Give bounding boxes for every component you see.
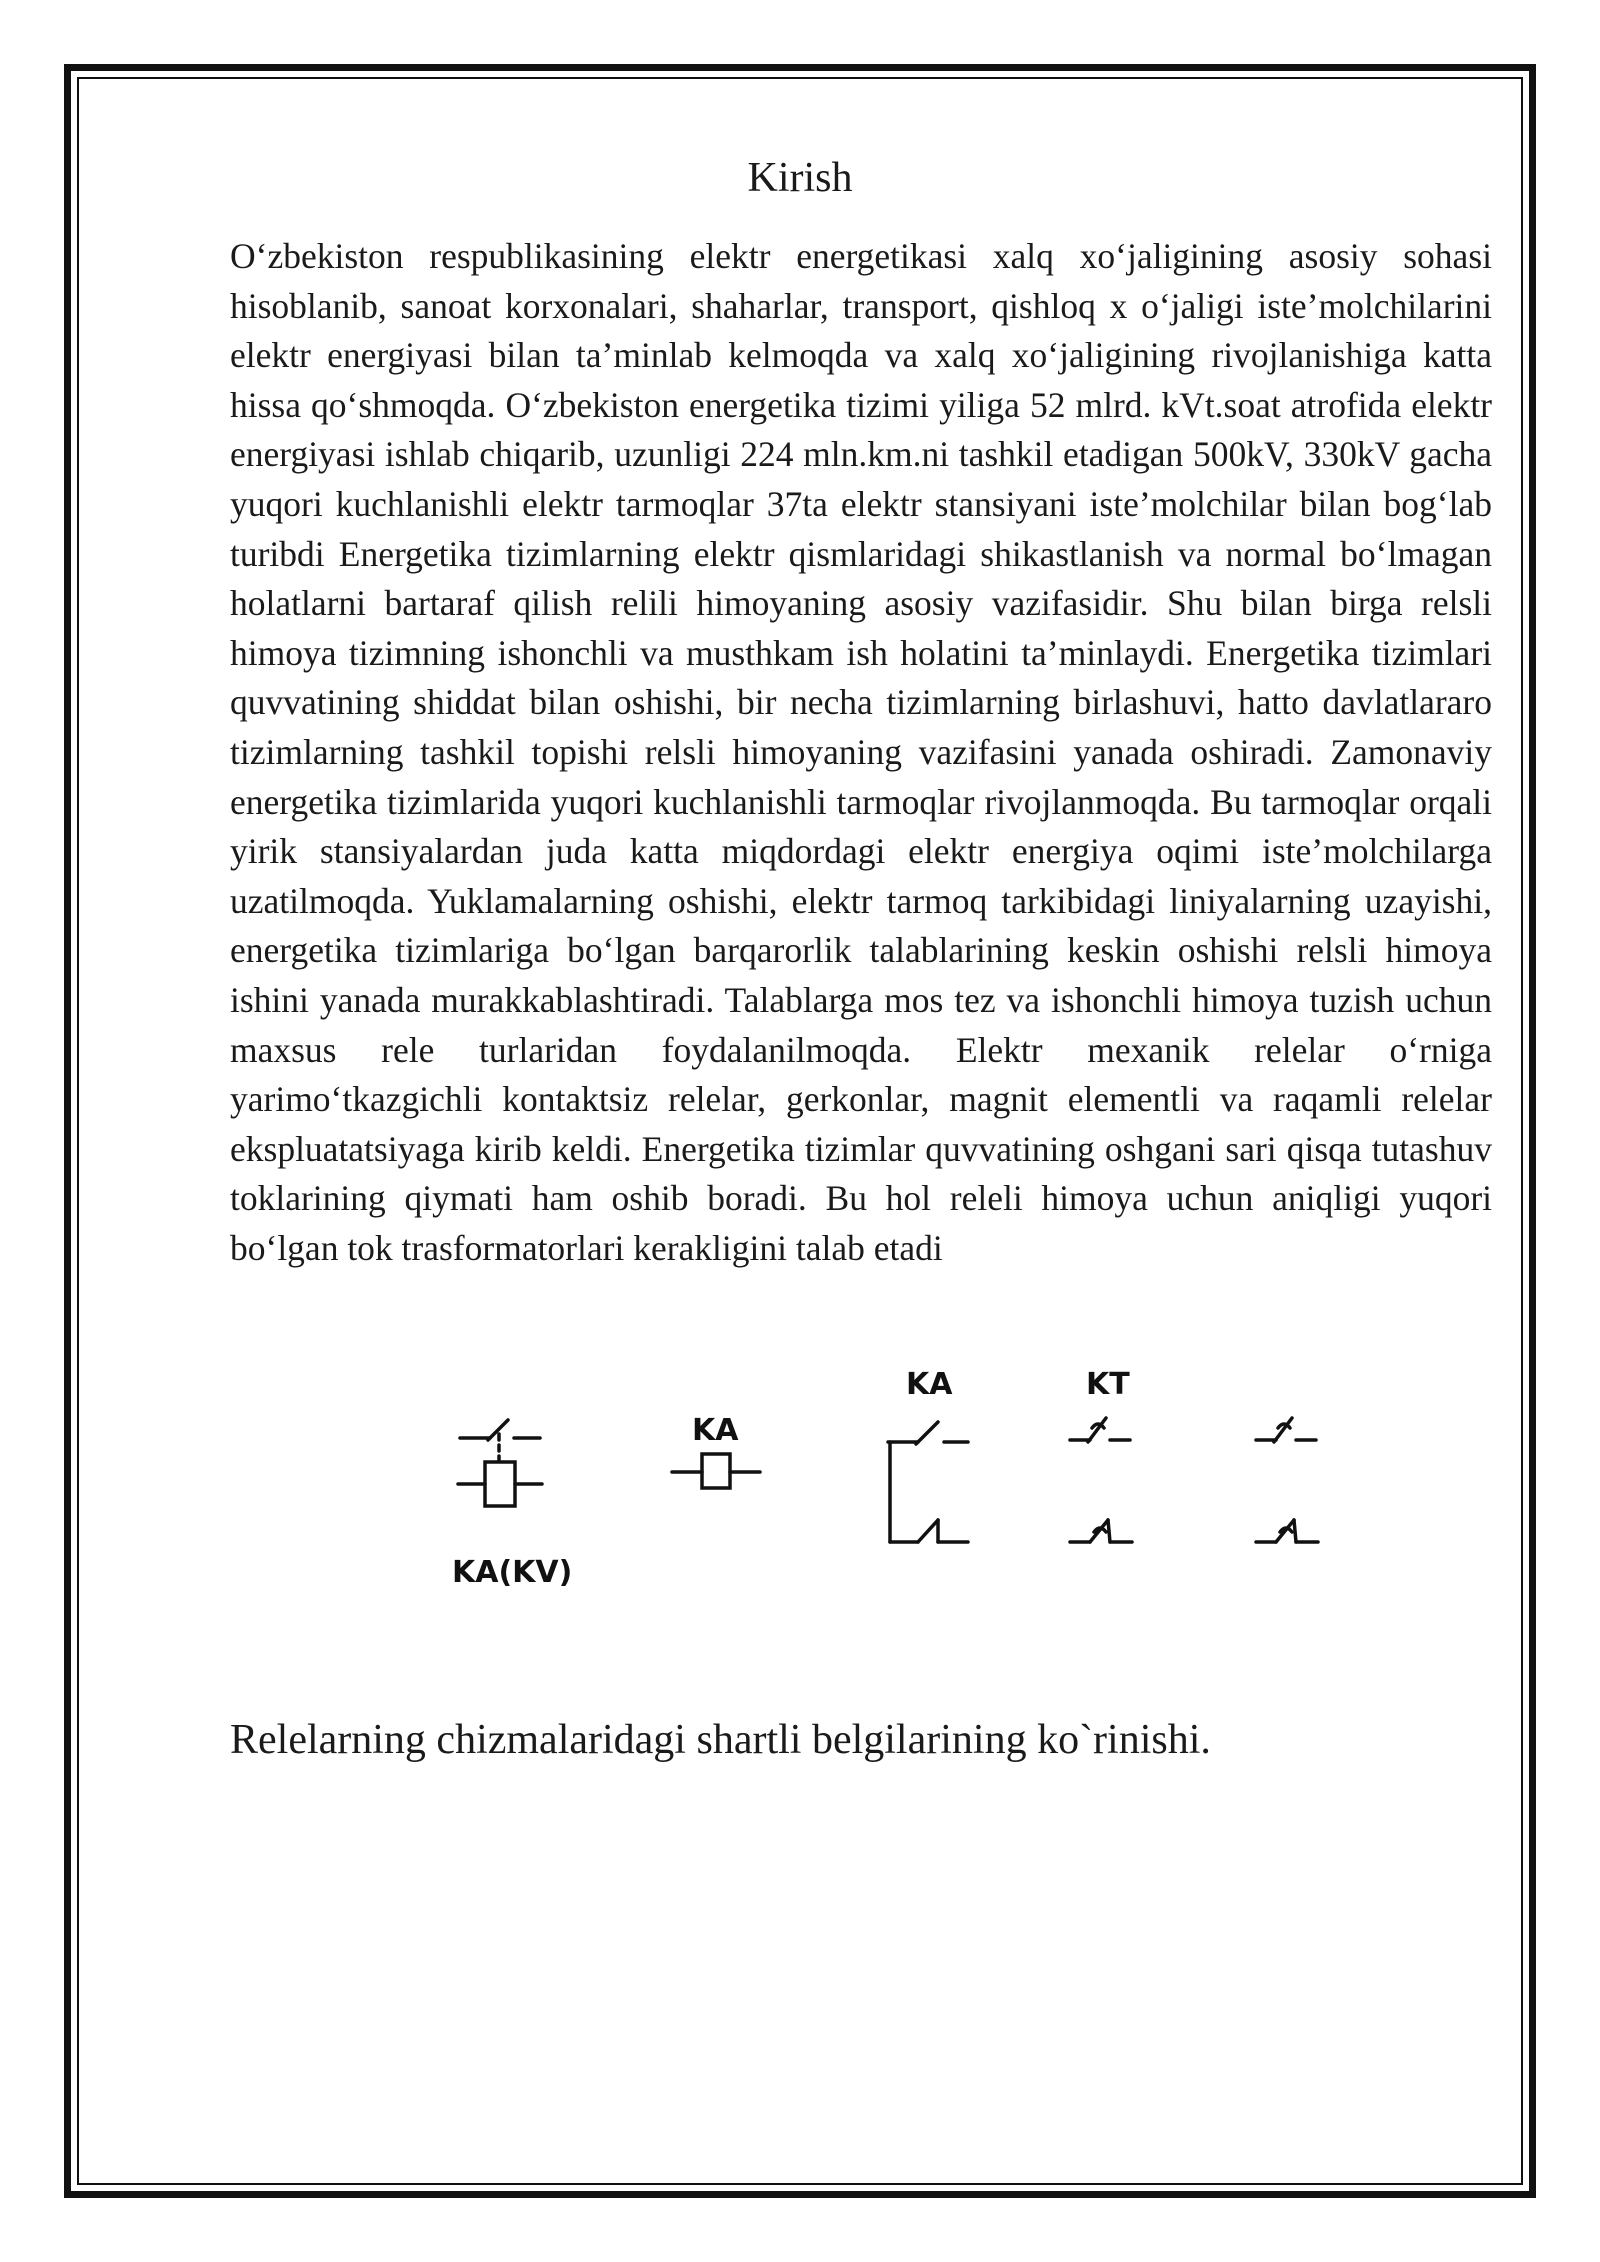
time-relay-contacts-symbol (1070, 1418, 1132, 1542)
label-ka-coil: KA (692, 1413, 739, 1448)
relay-contact-coil-symbol (458, 1420, 542, 1506)
page-title: Kirish (747, 155, 853, 201)
label-kt-contacts: KT (1086, 1367, 1130, 1402)
figure-caption: Relelarning chizmalaridagi shartli belgilarining ko`rinishi. (230, 1717, 1211, 1763)
label-ka-contacts: KA (906, 1367, 953, 1402)
relay-coil-symbol (672, 1454, 760, 1488)
relay-contacts-symbol (888, 1422, 968, 1542)
body-paragraph: O‘zbekiston respublikasining elektr energetikasi xalq xo‘jaligining asosiy sohasi hisoblanib, sanoat korxonalari, shaharlar, transport, qishloq x o‘jaligi iste’molchilarini elektr energiyasi bilan ta’minlab kelmoqda va xalq xo‘jaligining rivojlanishiga katta hissa qo‘shmoqda. O‘zbekiston energetika tizimi yiliga 52 mlrd. kVt.soat atrofida elektr energiyasi ishlab chiqarib, uzunligi 224 mln.km.ni tashkil etadigan 500kV, 330kV gacha yuqori kuchlanishli elektr tarmoqlar 37ta elektr stansiyani iste’molchilar bilan bog‘lab turibdi Energetika tizimlarning elektr qismlaridagi shikastlanish va normal bo‘lmagan holatlarni bartaraf qilish relili himoyaning asosiy vazifasidir. Shu bilan birga relsli himoya tizimning ishonchli va musthkam ish holatini ta’minlaydi. Energetika tizimlari quvvatining shiddat bilan oshishi, bir necha tizimlarning birlashuvi, hatto davlatlararo tizimlarning tashkil topishi relsli himoyaning vazifasini yanada oshiradi. Zamonaviy energetika tizimlarida yuqori kuchlanishli tarmoqlar rivojlanmoqda. Bu tarmoqlar orqali yirik stansiyalardan juda katta miqdordagi elektr energiya oqimi iste’molchilarga uzatilmoqda. Yuklamalarning oshishi, elektr tarmoq tarkibidagi liniyalarning uzayishi, energetika tizimlariga bo‘lgan barqarorlik talablarining keskin oshishi relsli himoya ishini yanada murakkablashtiradi. Talablarga mos tez va ishonchli himoya tuzish uchun maxsus rele turlaridan foydalanilmoqda. Elektr mexanik relelar o‘rniga yarimo‘tkazgichli kontaktsiz relelar, gerkonlar, magnit elementli va raqamli relelar ekspluatatsiyaga kirib keldi. Energetika tizimlar quvvatining oshgani sari qisqa tutashuv toklarining qiymati ham oshib boradi. Bu hol releli himoya uchun aniqligi yuqori bo‘lgan tok trasformatorlari kerakligini talab etadi (230, 236, 1492, 1268)
label-ka-kv: KA(KV) (452, 1555, 573, 1590)
time-delay-contacts-symbol (1256, 1418, 1318, 1542)
relay-symbols-figure (430, 1360, 1390, 1620)
